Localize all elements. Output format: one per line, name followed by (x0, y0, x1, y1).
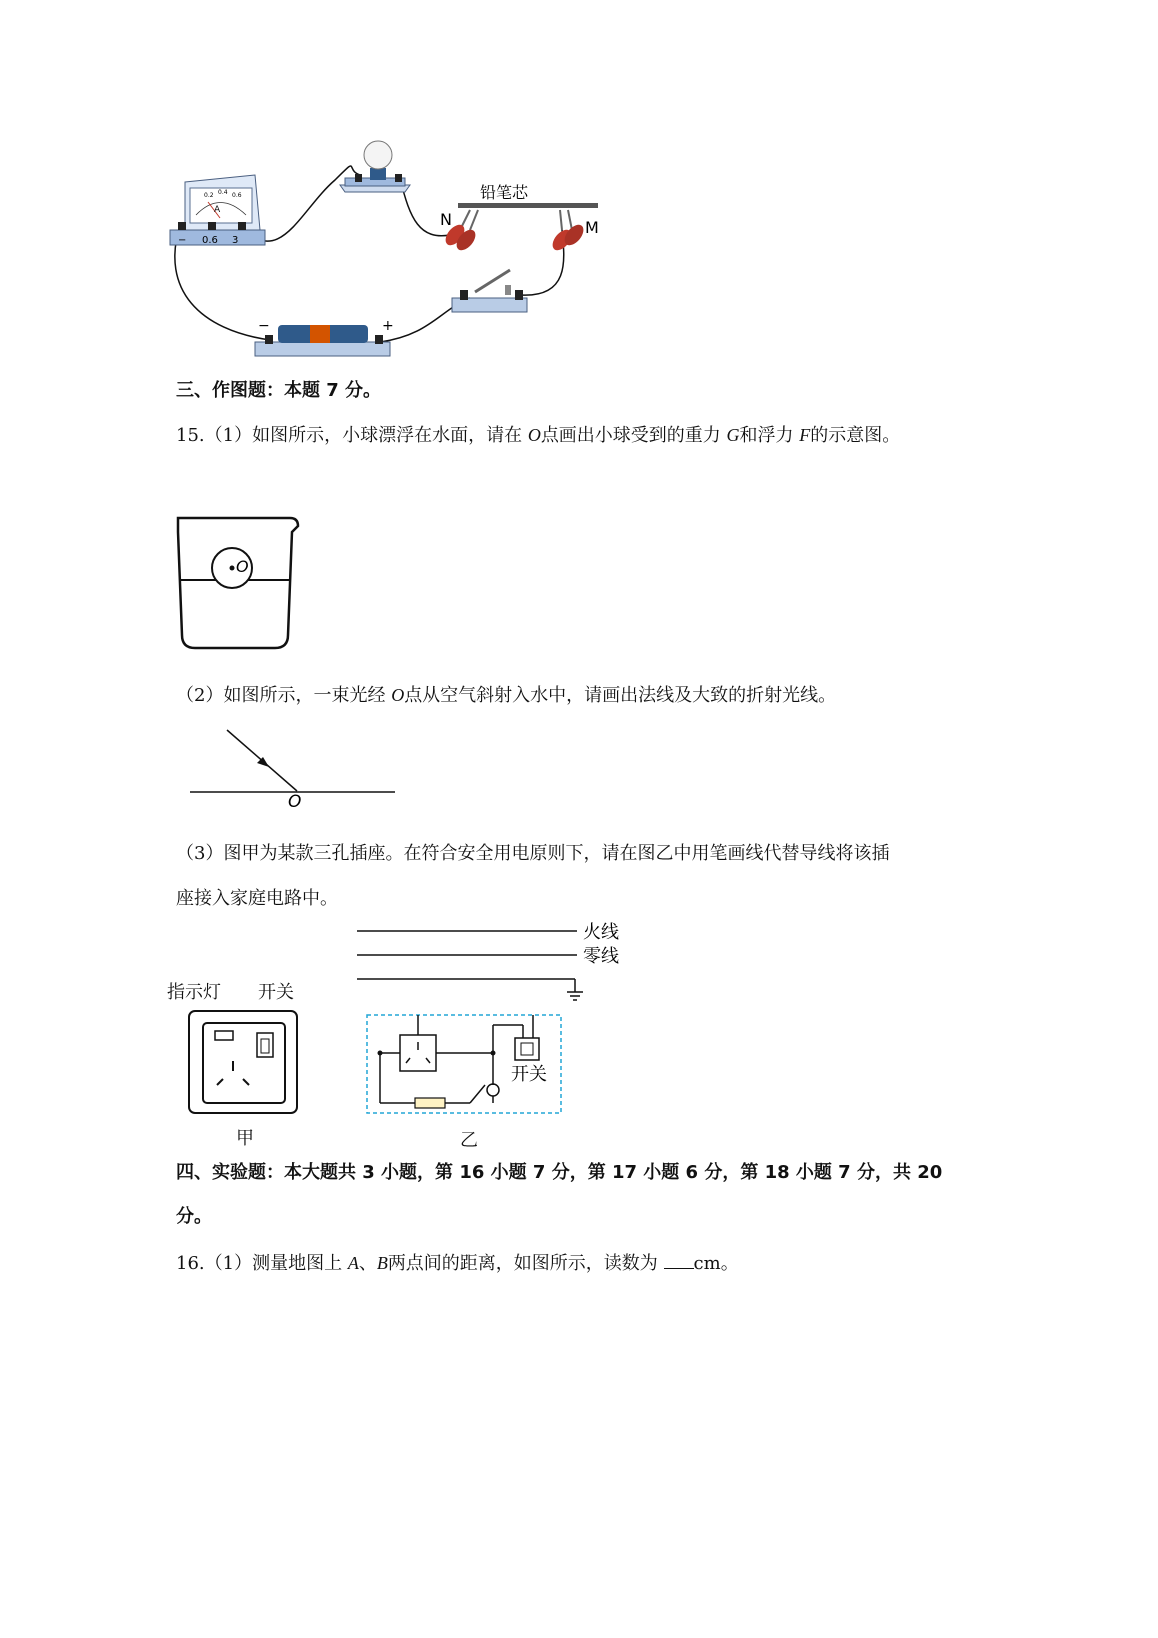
resistor-icon (415, 1098, 445, 1108)
refraction-point-label: O (288, 792, 302, 812)
ammeter-scale-1: 0.2 (204, 192, 214, 199)
q15-buoyancy-f: F (799, 425, 811, 445)
ball-point-label: O (236, 557, 249, 576)
knife-switch (452, 270, 527, 312)
circuit-figure (160, 130, 640, 370)
indicator-lamp-icon (487, 1084, 499, 1096)
pencil-lead-label: 铅笔芯 (480, 183, 529, 202)
switch-label: 开关 (258, 982, 294, 1003)
battery-minus: − (258, 318, 270, 334)
ammeter-term-3: 3 (232, 235, 239, 246)
clip-m (549, 210, 587, 254)
q16-part1: 16.（1）测量地图上 A、B两点间的距离，如图所示，读数为 cm。 (176, 1253, 739, 1274)
caption-yi: 乙 (460, 1130, 478, 1151)
ammeter-term-minus: − (178, 235, 187, 246)
beaker-figure (170, 510, 310, 660)
q15-part1: 15.（1）如图所示，小球漂浮在水面，请在 O点画出小球受到的重力 G和浮力 F的示意图。 (176, 425, 901, 446)
ammeter (170, 175, 265, 246)
q15-part2: （2）如图所示，一束光经 O点从空气斜射入水中，请画出法线及大致的折射光线。 (176, 685, 837, 706)
q15-part3-line1: （3）图甲为某款三孔插座。在符合安全用电原则下，请在图乙中用笔画线代替导线将该插 (176, 843, 890, 864)
q15-part3-line2: 座接入家庭电路中。 (176, 888, 338, 909)
section4-heading-line2: 分。 (176, 1206, 212, 1227)
caption-jia: 甲 (236, 1128, 254, 1149)
q16-point-a: A (347, 1253, 359, 1273)
socket-yi (355, 920, 625, 1120)
battery-plus: + (382, 318, 394, 334)
pencil-lead (458, 203, 598, 208)
clip-m-label: M (585, 218, 599, 237)
q15-part2-point-o: O (391, 685, 405, 705)
ammeter-scale-3: 0.6 (232, 192, 242, 199)
neutral-wire-label: 零线 (583, 946, 619, 967)
refraction-figure (185, 725, 405, 815)
q15-point-o: O (527, 425, 541, 445)
ammeter-term-06: 0.6 (202, 235, 218, 246)
answer-blank[interactable] (664, 1252, 694, 1269)
q15-gravity-g: G (726, 425, 740, 445)
inner-switch-label: 开关 (511, 1064, 547, 1085)
indicator-label: 指示灯 (167, 982, 221, 1003)
section4-heading-line1: 四、实验题：本大题共 3 小题，第 16 小题 7 分，第 17 小题 6 分，第 18 小题 7 分，共 20 (176, 1162, 943, 1183)
ammeter-letter: A (214, 205, 221, 215)
socket-jia (185, 1003, 305, 1123)
switch-box (515, 1038, 539, 1060)
section3-heading: 三、作图题：本题 7 分。 (176, 380, 382, 401)
q16-point-b: B (376, 1253, 388, 1273)
ammeter-scale-2: 0.4 (218, 189, 228, 196)
battery (255, 318, 394, 356)
clip-n-label: N (440, 210, 452, 229)
live-wire-label: 火线 (583, 922, 619, 943)
